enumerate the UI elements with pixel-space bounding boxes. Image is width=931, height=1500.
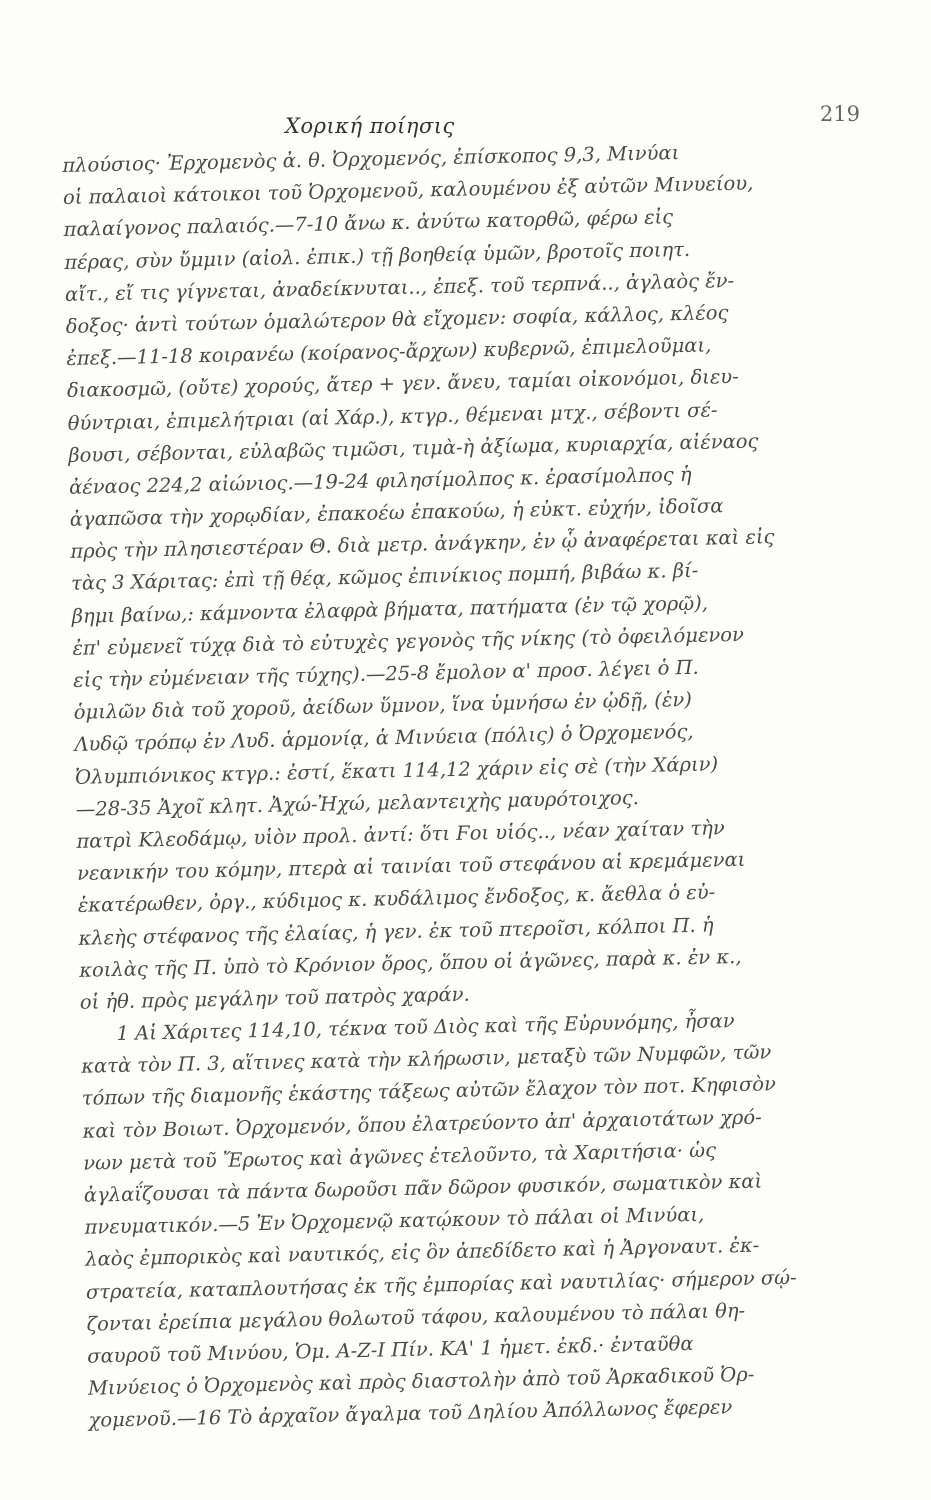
text-line: βουσι, σέβονται, εὐλαβῶς τιμῶσι, τιμὰ-ὴ ἀξίωμα, κυριαρχία, αἰέναος	[68, 429, 759, 467]
text-line: σαυροῦ τοῦ Μινύου, Ὁμ. Α-Ζ-Ι Πίν. ΚΑ' 1 ἡμετ. ἐκδ.· ἐνταῦθα	[87, 1331, 694, 1368]
text-line: ἀγαπῶσα τὴν χορῳδίαν, ἐπακοέω ἐπακούω, ἡ εὐκτ. εὐχήν, ἰδοῖσα	[69, 494, 724, 531]
text-line: πέρας, σὺν ὔμμιν (αἰολ. ἐπικ.) τῇ βοηθείᾳ ὑμῶν, βροτοῖς ποιητ.	[64, 237, 691, 274]
commentary-text	[62, 135, 809, 1437]
text-line: κατὰ τὸν Π. 3, αἵτινες κατὰ τὴν κλήρωσιν, μεταξὺ τῶν Νυμφῶν, τῶν	[80, 1040, 772, 1079]
text-line: πρὸς τὴν πλησιεστέραν Θ. διὰ μετρ. ἀνάγκην, ἐν ᾧ ἀναφέρεται καὶ εἰς	[70, 525, 775, 564]
text-line: Ὀλυμπιόνικος κτγρ.: ἐστί, ἕκατι 114,12 χάριν εἰς σὲ (τὴν Χάριν)	[74, 751, 719, 789]
text-line: ἀέναος 224,2 αἰώνιος.—19-24 φιλησίμολπος κ. ἐρασίμολπος ἡ	[68, 462, 692, 499]
text-line: Μινύειος ὁ Ὀρχομενὸς καὶ πρὸς διαστολὴν ἀπὸ τοῦ Ἀρκαδικοῦ Ὀρ-	[87, 1362, 755, 1400]
text-line: βημι βαίνω,: κάμνοντα ἐλαφρὰ βήματα, πατήματα (ἐν τῷ χορῷ),	[71, 591, 709, 628]
text-line: εἰς τὴν εὐμένειαν τῆς τύχης).—25-8 ἔμολον α' προσ. λέγει ὁ Π.	[72, 655, 699, 692]
text-line: καὶ τὸν Βοιωτ. Ὀρχομενόν, ὅπου ἐλατρεύοντο ἀπ' ἀρχαιοτάτων χρό-	[82, 1105, 762, 1143]
text-line: ζονται ἐρείπια μεγάλου θολωτοῦ τάφου, καλουμένου τὸ πάλαι θη-	[86, 1298, 746, 1336]
text-line: πλούσιος· Ἐρχομενὸς ἀ. θ. Ὀρχομενός, ἐπίσκοπος 9,3, Μινύαι	[62, 141, 680, 177]
running-title: Χορική ποίησις	[285, 114, 455, 138]
text-line: ἐπεξ.—11-18 κοιρανέω (κοίρανος-ἄρχων) κυβερνῶ, ἐπιμελοῦμαι,	[66, 333, 712, 371]
text-line: δοξος· ἀντὶ τούτων ὁμαλώτερον θὰ εἴχομεν: σοφία, κάλλος, κλέος	[65, 301, 729, 338]
text-line: αἴτ., εἴ τις γίγνεται, ἀναδείκνυται.., ἐπεξ. τοῦ τερπνά.., ἀγλαὸς ἔν-	[64, 268, 735, 306]
text-line: τὰς 3 Χάριτας: ἐπὶ τῇ θέᾳ, κῶμος ἐπινίκιος πομπή, βιβάω κ. βί-	[70, 559, 699, 596]
text-line: κοιλὰς τῆς Π. ὑπὸ τὸ Κρόνιον ὄρος, ὅπου οἱ ἀγῶνες, παρὰ κ. ἐν κ.,	[78, 944, 742, 982]
text-line: ἀγλαΐζουσαι τὰ πάντα δωροῦσι πᾶν δῶρον φυσικόν, σωματικὸν καὶ	[83, 1169, 763, 1207]
page-number: 219	[819, 102, 860, 126]
text-line: πνευματικόν.—5 Ἐν Ὀρχομενῷ κατῴκουν τὸ πάλαι οἱ Μινύαι,	[84, 1202, 705, 1239]
text-line: —28-35 Ἀχοῖ κλητ. Ἀχώ-Ἠχώ, μελαντειχὴς μαυρότοιχος.	[75, 785, 640, 821]
text-line: νων μετὰ τοῦ Ἔρωτος καὶ ἀγῶνες ἐτελοῦντο, τὰ Χαριτήσια· ὡς	[82, 1138, 717, 1175]
text-line: οἱ ἠθ. πρὸς μεγάλην τοῦ πατρὸς χαράν.	[79, 982, 470, 1014]
text-line: ἐπ' εὐμενεῖ τύχᾳ διὰ τὸ εὐτυχὲς γεγονὸς τῆς νίκης (τὸ ὀφειλόμενον	[72, 622, 745, 660]
text-line: τόπων τῆς διαμονῆς ἑκάστης τάξεως αὐτῶν ἔλαχον τὸν ποτ. Κηφισὸν	[81, 1072, 777, 1111]
text-line: ὁμιλῶν διὰ τοῦ χοροῦ, ἀείδων ὕμνον, ἵνα ὑμνήσω ἐν ᾠδῇ, (ἐν)	[73, 688, 693, 725]
paragraph-start-line: 1 Αἱ Χάριτες 114,10, τέκνα τοῦ Διὸς καὶ τῆς Εὐρυνόμης, ἦσαν	[116, 1009, 735, 1046]
text-line: χομενοῦ.—16 Τὸ ἀρχαῖον ἄγαλμα τοῦ Δηλίου Ἀπόλλωνος ἔφερεν	[88, 1395, 733, 1433]
text-line: οἱ παλαιοὶ κάτοικοι τοῦ Ὀρχομενοῦ, καλουμένου ἐξ αὐτῶν Μινυείου,	[62, 171, 754, 210]
text-line: πατρὶ Κλεοδάμῳ, υἱὸν προλ. ἀντί: ὅτι Ϝοι υἱός.., νέαν χαίταν τὴν	[76, 816, 725, 853]
text-line: Λυδῷ τρόπῳ ἐν Λυδ. ἁρμονίᾳ, ἁ Μινύεια (πόλις) ὁ Ὀρχομενός,	[74, 720, 694, 757]
text-line: κλεὴς στέφανος τῆς ἐλαίας, ἡ γεν. ἐκ τοῦ πτεροῖσι, κόλποι Π. ἡ	[78, 913, 714, 950]
text-line: λαὸς ἐμπορικὸς καὶ ναυτικός, εἰς ὃν ἀπεδίδετο καὶ ἡ Ἀργοναυτ. ἐκ-	[85, 1234, 760, 1272]
text-line: παλαίγονος παλαιός.—7-10 ἄνω κ. ἀνύτω κατορθῶ, φέρω εἰς	[63, 205, 674, 242]
text-line: ἑκατέρωθεν, ὀργ., κύδιμος κ. κυδάλιμος ἔνδοξος, κ. ἄεθλα ὁ εὐ-	[77, 880, 716, 918]
text-line: διακοσμῶ, (οὔτε) χορούς, ἄτερ + γεν. ἄνευ, ταμίαι οἰκονόμοι, διευ-	[66, 365, 739, 403]
text-line: θύντριαι, ἐπιμελήτριαι (αἱ Χάρ.), κτγρ., θέμεναι μτχ., σέβοντι σέ-	[67, 397, 718, 435]
text-line: νεανικήν του κόμην, πτερὰ αἱ ταινίαι τοῦ στεφάνου αἱ κρεμάμεναι	[76, 847, 746, 885]
text-line: στρατεία, καταπλουτήσας ἐκ τῆς ἐμπορίας καὶ ναυτιλίας· σήμερον σῴ-	[85, 1265, 797, 1304]
